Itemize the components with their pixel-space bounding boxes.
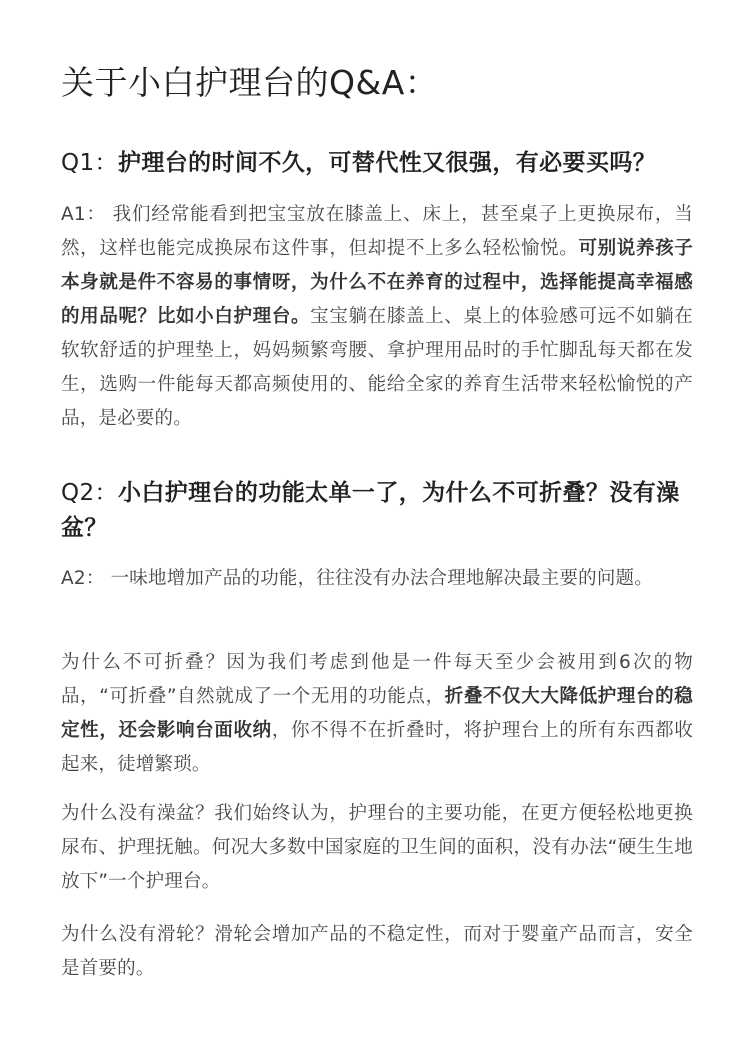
question-2-text: 小白护理台的功能太单一了，为什么不可折叠？没有澡盆？ — [61, 480, 680, 541]
answer-2-label: A2： — [61, 568, 105, 589]
answer-1-label: A1： — [61, 204, 106, 225]
fold-text-part1: 为什么不可折叠？因为我们考虑到他是一件每天至少会被用到6次的物品，“可折叠”自然就成了一个无用的功能点， — [61, 652, 693, 707]
wheel-paragraph: 为什么没有滑轮？滑轮会增加产品的不稳定性，而对于婴童产品而言，安全是首要的。 — [61, 924, 693, 979]
page-title: 关于小白护理台的Q&A： — [61, 63, 439, 102]
question-2-heading — [61, 476, 693, 546]
answer-1-text-part1: 我们经常能看到把宝宝放在膝盖上、床上，甚至桌子上更换尿布，当然，这样也能完成换尿布这件事，但却提不上多么轻松愉悦。 — [61, 204, 693, 259]
answer-1-paragraph — [61, 198, 693, 436]
question-1-label: Q1： — [61, 150, 118, 176]
answer-2-paragraph — [61, 562, 693, 596]
fold-text-part3: ，你不得不在折叠时，将护理台上的所有东西都收起来，徒增繁琐。 — [61, 720, 694, 775]
answer-1-text-bold: 可别说养孩子本身就是件不容易的事情呀，为什么不在养育的过程中，选择能提高幸福感的用品呢？比如小白护理台。 — [61, 238, 693, 327]
answer-2-text: 一味地增加产品的功能，往往没有办法合理地解决最主要的问题。 — [104, 568, 653, 589]
fold-text-bold: 折叠不仅大大降低护理台的稳定性，还会影响台面收纳 — [61, 686, 693, 741]
fold-paragraph — [61, 646, 693, 782]
bathtub-paragraph: 为什么没有澡盆？我们始终认为，护理台的主要功能，在更方便轻松地更换尿布、护理抚触。何况大多数中国家庭的卫生间的面积，没有办法“硬生生地放下”一个护理台。 — [61, 803, 693, 892]
answer-1-text-part3: 宝宝躺在膝盖上、桌上的体验感可远不如躺在软软舒适的护理垫上，妈妈频繁弯腰、拿护理用品时的手忙脚乱每天都在发生，选购一件能每天都高频使用的、能给全家的养育生活带来轻松愉悦的产品，是必要的。 — [61, 306, 693, 429]
question-2-label: Q2： — [61, 480, 118, 506]
question-1-text: 护理台的时间不久，可替代性又很强，有必要买吗？ — [117, 150, 657, 176]
question-1-heading — [61, 146, 693, 181]
